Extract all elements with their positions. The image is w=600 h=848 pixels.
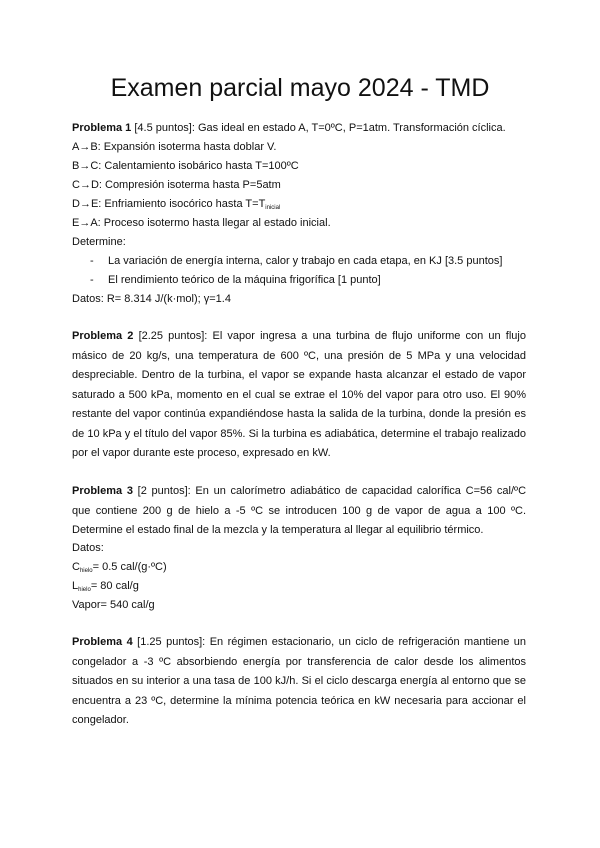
problem-3-l-hielo: $L_{hielo}= 80$ cal/g <box>72 580 139 593</box>
problem-1-bullet: La variación de energía interna, calor y trabajo en cada etapa, en KJ [3.5 puntos] <box>108 255 503 267</box>
problem-2-statement: El vapor ingresa a una turbina de flujo uniforme con un flujo másico de 20 kg/s, una temperatura de 600 ºC, una presión de 5 MPa y una velocidad despreciable. Dentro de la turbina, el vapor se expande hasta alcanzar el estado de vapor saturado a 500 kPa, momento en el cual se extrae el 10% del vapor para otro uso. El 90% restante del vapor continúa expandiéndose hasta la salida de la turbina, donde la presión es de 10 kPa y el título del vapor 85%. Si la turbina es adiabática, determine el trabajo realizado por el vapor durante este proceso, expresado en kW. <box>72 330 526 459</box>
problem-3-data-label: Datos: <box>72 542 104 554</box>
subscript-hielo: hielo <box>79 568 93 574</box>
problem-2-points: [2.25 puntos]: <box>138 330 208 342</box>
problem-2-heading: Problema 2 <box>72 330 134 342</box>
problem-3-vapor: Vapor= 540 cal/g <box>72 599 155 611</box>
problem-1-bullet: El rendimiento teórico de la máquina frigorífica [1 punto] <box>108 274 381 286</box>
problem-1-determine: Determine: <box>72 236 126 248</box>
problem-4-heading: Problema 4 <box>72 636 133 648</box>
problem-3-c-hielo: $C_{hielo}= 0.5$ cal/(g·ºC) <box>72 561 167 574</box>
page-title: Examen parcial mayo 2024 - TMD <box>110 74 490 102</box>
bullet-dash: - <box>90 274 94 286</box>
problem-4 <box>72 633 526 731</box>
problem-3-points: [2 puntos]: <box>137 485 191 497</box>
problem-1-intro <box>72 121 506 135</box>
problem-1-statement: Gas ideal en estado A, T=0ºC, P=1atm. Transformación cíclica. <box>197 122 506 134</box>
problem-4-points: [1.25 puntos]: <box>137 636 206 648</box>
problem-1-step: A→B: Expansión isoterma hasta doblar V. <box>72 141 277 153</box>
problem-3-statement: En un calorímetro adiabático de capacidad calorífica C=56 cal/ºC que contiene 200 g de hielo a -5 ºC se introducen 100 g de vapor de agua a 100 ºC. Determine el estado final de la mezcla y la temperatura al llegar al equilibrio térmico. <box>72 485 527 536</box>
problem-1-step: B→C: Calentamiento isobárico hasta T=100ºC <box>72 160 299 172</box>
problem-1-points: [4.5 puntos]: <box>134 122 195 134</box>
problem-1-heading: Problema 1 <box>72 122 132 134</box>
problem-1-step: D→E: Enfriamiento isocórico hasta $T=T_{inicial}$ <box>72 198 281 211</box>
problem-3-heading: Problema 3 <box>72 485 133 497</box>
bullet-dash: - <box>90 255 94 267</box>
subscript-hielo: hielo <box>78 587 91 593</box>
problem-1-step: E→A: Proceso isotermo hasta llegar al estado inicial. <box>72 217 331 229</box>
problem-4-statement: En régimen estacionario, un ciclo de refrigeración mantiene un congelador a -3 ºC absorbiendo energía por transferencia de calor desde los alimentos situados en su interior a una tasa de 100 kJ/h. Si el ciclo descarga energía al entorno que se encuentra a 23 ºC, determine la mínima potencia teórica en kW necesaria para accionar el congelador. <box>72 636 526 726</box>
problem-2 <box>72 327 526 464</box>
problem-1-step: C→D: Compresión isoterma hasta P=5atm <box>72 179 281 191</box>
problem-3 <box>72 482 526 541</box>
problem-1-data: Datos: R= 8.314 J/(k·mol); γ=1.4 <box>72 293 231 305</box>
subscript-inicial: inicial <box>265 205 281 211</box>
